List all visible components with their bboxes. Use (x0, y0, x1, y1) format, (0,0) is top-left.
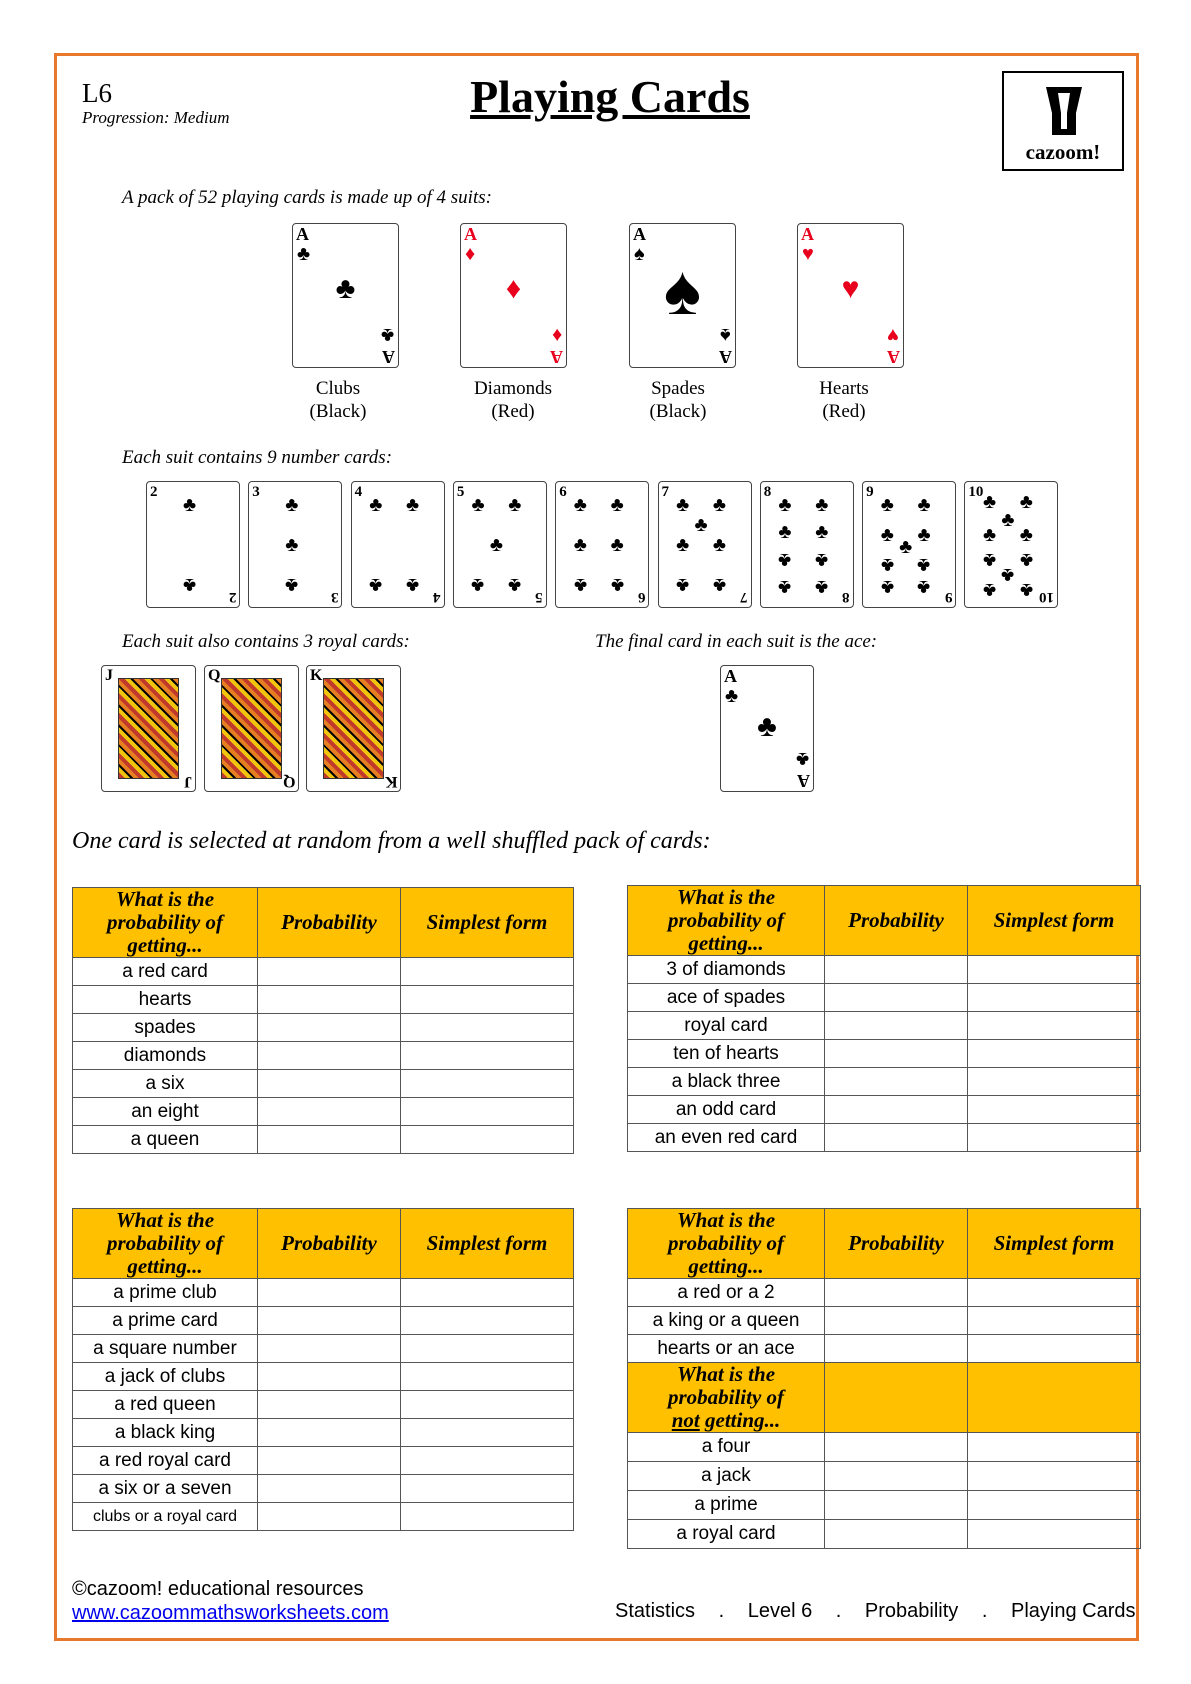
simplest-form-answer-cell[interactable] (968, 1307, 1141, 1335)
question-text: One card is selected at random from a well shuffled pack of cards: (72, 828, 711, 854)
header-probability: Probability (258, 888, 401, 958)
simplest-form-answer-cell[interactable] (968, 984, 1141, 1012)
table-row (628, 1040, 1141, 1068)
footer-tags (615, 1600, 1154, 1623)
row-label: an even red card (628, 1124, 825, 1152)
clubs-icon: ♣ (573, 493, 587, 516)
number-card-7 (658, 481, 752, 608)
clubs-icon: ♣ (917, 553, 931, 576)
clubs-icon: ♣ (489, 533, 504, 556)
row-label: a king or a queen (628, 1307, 825, 1335)
probability-answer-cell[interactable] (258, 1363, 401, 1391)
header-simplest-form: Simplest form (401, 888, 574, 958)
copyright-text: ©cazoom! educational resources (72, 1578, 364, 1600)
table-row (73, 1475, 574, 1503)
table-row (628, 1068, 1141, 1096)
table-row (628, 1096, 1141, 1124)
simplest-form-answer-cell[interactable] (401, 986, 574, 1014)
card-rank: 8 (842, 589, 850, 605)
ace-of-clubs-card (292, 223, 399, 368)
probability-answer-cell[interactable] (825, 1335, 968, 1363)
probability-answer-cell[interactable] (258, 1475, 401, 1503)
diamonds-icon: ♦ (551, 324, 562, 346)
header-not-getting: What is the probability of not getting... (628, 1363, 825, 1433)
table-row (628, 956, 1141, 984)
clubs-icon: ♣ (1019, 523, 1033, 546)
simplest-form-answer-cell[interactable] (401, 1070, 574, 1098)
clubs-icon: ♣ (508, 493, 522, 516)
number-card-9 (862, 481, 956, 608)
clubs-icon: ♣ (712, 533, 727, 556)
card-rank: 4 (354, 484, 363, 500)
royal-face-image (323, 678, 384, 779)
row-label: a six (73, 1070, 258, 1098)
card-rank: 3 (330, 589, 339, 605)
simplest-form-answer-cell[interactable] (401, 1307, 574, 1335)
clubs-icon: ♣ (1019, 548, 1033, 571)
table-row (628, 1307, 1141, 1335)
row-label: an eight (73, 1098, 258, 1126)
card-rank: A (724, 666, 737, 686)
clubs-icon: ♣ (297, 243, 311, 265)
clubs-icon: ♣ (899, 536, 913, 558)
clubs-icon: ♣ (369, 493, 383, 516)
row-label: a black king (73, 1419, 258, 1447)
clubs-icon: ♣ (917, 493, 931, 516)
probability-answer-cell[interactable] (258, 1126, 401, 1154)
number-card-4 (351, 481, 445, 608)
clubs-icon: ♣ (610, 573, 624, 596)
card-rank: 10 (968, 484, 984, 500)
card-rank: A (887, 347, 900, 367)
spades-icon: ♠ (634, 243, 645, 265)
clubs-icon: ♣ (712, 573, 727, 596)
clubs-icon: ♣ (778, 576, 792, 598)
probability-table-4 (627, 1208, 1141, 1549)
clubs-icon: ♣ (285, 493, 299, 516)
card-rank: A (797, 771, 810, 791)
row-label: a jack (628, 1462, 825, 1491)
simplest-form-answer-cell[interactable] (968, 1012, 1141, 1040)
card-rank: 6 (637, 589, 646, 605)
row-label: ace of spades (628, 984, 825, 1012)
table-row (628, 1124, 1141, 1152)
table-row (628, 1520, 1141, 1549)
simplest-form-answer-cell[interactable] (401, 1447, 574, 1475)
probability-answer-cell[interactable] (825, 1433, 968, 1462)
royal-face-image (221, 678, 282, 779)
clubs-icon: ♣ (508, 573, 522, 596)
table-row (628, 1433, 1141, 1462)
spades-icon: ♠ (663, 253, 702, 330)
row-label: diamonds (73, 1042, 258, 1070)
simplest-form-answer-cell[interactable] (401, 958, 574, 986)
footer-tag: Statistics (615, 1600, 696, 1622)
clubs-icon: ♣ (757, 710, 777, 743)
ace-of-spades-card (629, 223, 736, 368)
probability-answer-cell[interactable] (258, 1503, 401, 1531)
royal-cards-text: Each suit also contains 3 royal cards: (122, 631, 410, 652)
clubs-icon: ♣ (1001, 508, 1015, 531)
pack-intro-text: A pack of 52 playing cards is made up of 4 suits: (122, 187, 492, 208)
probability-answer-cell[interactable] (258, 1279, 401, 1307)
row-label: a red or a 2 (628, 1279, 825, 1307)
table-row (628, 1012, 1141, 1040)
king-card (306, 665, 401, 792)
clubs-icon: ♣ (694, 513, 708, 536)
row-label: hearts (73, 986, 258, 1014)
row-label: a jack of clubs (73, 1363, 258, 1391)
header-probability: Probability (258, 1209, 401, 1279)
clubs-icon: ♣ (880, 493, 894, 516)
probability-answer-cell[interactable] (258, 1042, 401, 1070)
diamonds-icon: ♦ (465, 243, 476, 265)
probability-answer-cell[interactable] (825, 1279, 968, 1307)
table-row (73, 1098, 574, 1126)
row-label: a four (628, 1433, 825, 1462)
card-rank: Q (282, 773, 295, 790)
hearts-icon: ♥ (841, 272, 860, 305)
simplest-form-answer-cell[interactable] (401, 1042, 574, 1070)
probability-answer-cell[interactable] (825, 956, 968, 984)
clubs-icon: ♣ (982, 523, 997, 546)
header-what: What is the probability of getting... (628, 886, 825, 956)
row-label: a prime club (73, 1279, 258, 1307)
simplest-form-answer-cell[interactable] (968, 1096, 1141, 1124)
card-rank: 8 (763, 484, 772, 500)
probability-answer-cell[interactable] (258, 1098, 401, 1126)
card-rank: 6 (559, 484, 567, 500)
clubs-icon: ♣ (471, 573, 485, 596)
simplest-form-answer-cell[interactable] (968, 956, 1141, 984)
simplest-form-answer-cell[interactable] (401, 1126, 574, 1154)
card-rank: 9 (866, 484, 874, 500)
cup-icon (1044, 85, 1084, 137)
table-row (73, 1391, 574, 1419)
suit-label-clubs: Clubs (Black) (309, 378, 367, 422)
clubs-icon: ♣ (712, 493, 727, 516)
simplest-form-answer-cell[interactable] (968, 1124, 1141, 1152)
card-rank: 5 (535, 589, 543, 605)
row-label: clubs or a royal card (73, 1503, 258, 1531)
suit-label-hearts: Hearts (Red) (819, 378, 869, 422)
card-rank: A (633, 224, 646, 244)
row-label: spades (73, 1014, 258, 1042)
clubs-icon: ♣ (405, 493, 420, 516)
clubs-icon: ♣ (285, 573, 299, 596)
page-title: Playing Cards (470, 71, 750, 122)
clubs-icon: ♣ (917, 576, 931, 598)
number-card-3 (248, 481, 342, 608)
simplest-form-answer-cell[interactable] (401, 1475, 574, 1503)
simplest-form-answer-cell[interactable] (968, 1335, 1141, 1363)
table-row (73, 1042, 574, 1070)
clubs-icon: ♣ (815, 493, 829, 516)
hearts-icon: ♥ (887, 324, 899, 346)
probability-answer-cell[interactable] (258, 986, 401, 1014)
probability-answer-cell[interactable] (825, 984, 968, 1012)
ace-of-hearts-card (797, 223, 904, 368)
footer-tag: Playing Cards (1010, 1600, 1136, 1622)
table-row (73, 1279, 574, 1307)
simplest-form-answer-cell[interactable] (968, 1279, 1141, 1307)
simplest-form-answer-cell[interactable] (401, 1098, 574, 1126)
card-rank: 9 (944, 589, 953, 605)
table-row (628, 1462, 1141, 1491)
hearts-icon: ♥ (802, 243, 814, 265)
clubs-icon: ♣ (982, 548, 997, 571)
simplest-form-answer-cell[interactable] (401, 1335, 574, 1363)
row-label: a red card (73, 958, 258, 986)
probability-answer-cell[interactable] (258, 1307, 401, 1335)
row-label: a black three (628, 1068, 825, 1096)
card-rank: 4 (433, 589, 441, 605)
table-row (73, 1014, 574, 1042)
clubs-icon: ♣ (778, 521, 792, 543)
simplest-form-answer-cell[interactable] (968, 1068, 1141, 1096)
number-card-8 (760, 481, 854, 608)
suit-label-diamonds: Diamonds (Red) (473, 378, 553, 422)
simplest-form-answer-cell[interactable] (401, 1503, 574, 1531)
header-probability: Probability (825, 886, 968, 956)
probability-table-3 (72, 1208, 574, 1531)
clubs-icon: ♣ (815, 521, 829, 543)
footer-separator: . (835, 1600, 842, 1622)
number-cards-text: Each suit contains 9 number cards: (122, 447, 393, 468)
card-rank: A (296, 224, 309, 244)
logo-text: cazoom! (1025, 140, 1101, 164)
simplest-form-answer-cell[interactable] (401, 1014, 574, 1042)
row-label: a six or a seven (73, 1475, 258, 1503)
clubs-icon: ♣ (778, 493, 792, 516)
card-rank: K (310, 667, 323, 684)
clubs-icon: ♣ (982, 578, 997, 601)
probability-answer-cell[interactable] (825, 1096, 968, 1124)
suit-label-spades: Spades (Black) (649, 378, 707, 422)
table-row (73, 1419, 574, 1447)
probability-answer-cell[interactable] (825, 1491, 968, 1520)
clubs-icon: ♣ (795, 748, 809, 770)
row-label: royal card (628, 1012, 825, 1040)
jack-card (101, 665, 196, 792)
card-rank: K (384, 773, 397, 790)
header-blank (825, 1363, 968, 1433)
number-card-5 (453, 481, 547, 608)
clubs-icon: ♣ (471, 493, 485, 516)
clubs-icon: ♣ (573, 533, 587, 556)
header-what: What is the probability of getting... (73, 1209, 258, 1279)
clubs-icon: ♣ (880, 553, 894, 576)
row-label: ten of hearts (628, 1040, 825, 1068)
clubs-icon: ♣ (369, 573, 383, 596)
row-label: a royal card (628, 1520, 825, 1549)
header-simplest-form: Simplest form (968, 1209, 1141, 1279)
card-rank: Q (208, 667, 221, 684)
card-rank: A (719, 347, 732, 367)
diamonds-icon: ♦ (505, 272, 522, 305)
progression-label: Progression: Medium (82, 108, 230, 127)
clubs-icon: ♣ (1019, 491, 1033, 513)
ace-of-diamonds-card (460, 223, 567, 368)
simplest-form-answer-cell[interactable] (401, 1363, 574, 1391)
card-rank: 5 (456, 484, 465, 500)
row-label: 3 of diamonds (628, 956, 825, 984)
row-label: a prime (628, 1491, 825, 1520)
clubs-icon: ♣ (917, 523, 931, 546)
simplest-form-answer-cell[interactable] (401, 1419, 574, 1447)
clubs-icon: ♣ (982, 491, 997, 513)
probability-table-1 (72, 887, 574, 1154)
clubs-icon: ♣ (676, 573, 690, 596)
row-label: a prime card (73, 1307, 258, 1335)
footer-separator: . (981, 1600, 988, 1622)
number-card-2 (146, 481, 240, 608)
clubs-icon: ♣ (1001, 563, 1015, 586)
probability-answer-cell[interactable] (258, 1070, 401, 1098)
row-label: a red royal card (73, 1447, 258, 1475)
clubs-icon: ♣ (380, 324, 394, 346)
probability-answer-cell[interactable] (258, 958, 401, 986)
card-rank: 7 (661, 484, 669, 500)
header-blank (968, 1363, 1141, 1433)
clubs-icon: ♣ (880, 523, 894, 546)
table-row (73, 986, 574, 1014)
clubs-icon: ♣ (815, 548, 829, 571)
header-simplest-form: Simplest form (968, 886, 1141, 956)
table-row (73, 1070, 574, 1098)
clubs-icon: ♣ (778, 548, 792, 571)
table-row (73, 1363, 574, 1391)
card-rank: A (550, 347, 563, 367)
card-rank: A (801, 224, 814, 244)
final-ace-card (720, 665, 814, 792)
probability-answer-cell[interactable] (258, 1014, 401, 1042)
card-rank: 7 (740, 589, 748, 605)
table-row (73, 1307, 574, 1335)
row-label: hearts or an ace (628, 1335, 825, 1363)
number-card-6 (555, 481, 649, 608)
card-rank: A (464, 224, 477, 244)
card-rank: A (382, 347, 395, 367)
header-probability: Probability (825, 1209, 968, 1279)
card-rank: 2 (228, 589, 236, 605)
ace-text: The final card in each suit is the ace: (595, 631, 878, 652)
clubs-icon: ♣ (676, 533, 690, 556)
row-label: a queen (73, 1126, 258, 1154)
probability-answer-cell[interactable] (825, 1462, 968, 1491)
footer-separator: . (718, 1600, 725, 1622)
card-rank: 2 (150, 484, 158, 500)
clubs-icon: ♣ (676, 493, 690, 516)
table-row (73, 1335, 574, 1363)
table-row (73, 958, 574, 986)
website-link[interactable]: www.cazoommathsworksheets.com (72, 1602, 389, 1624)
simplest-form-answer-cell[interactable] (968, 1433, 1141, 1462)
clubs-icon: ♣ (285, 533, 299, 556)
clubs-icon: ♣ (405, 573, 420, 596)
queen-card (204, 665, 299, 792)
simplest-form-answer-cell[interactable] (968, 1491, 1141, 1520)
table-row (73, 1126, 574, 1154)
table-row (628, 1335, 1141, 1363)
row-label: an odd card (628, 1096, 825, 1124)
probability-answer-cell[interactable] (825, 1124, 968, 1152)
clubs-icon: ♣ (880, 576, 894, 598)
simplest-form-answer-cell[interactable] (968, 1040, 1141, 1068)
simplest-form-answer-cell[interactable] (401, 1279, 574, 1307)
probability-answer-cell[interactable] (258, 1335, 401, 1363)
probability-answer-cell[interactable] (258, 1419, 401, 1447)
clubs-icon: ♣ (183, 493, 197, 516)
probability-answer-cell[interactable] (258, 1391, 401, 1419)
probability-answer-cell[interactable] (825, 1040, 968, 1068)
table-row (73, 1447, 574, 1475)
probability-answer-cell[interactable] (825, 1068, 968, 1096)
table-row (73, 1503, 574, 1531)
card-rank: 10 (1039, 589, 1055, 605)
clubs-icon: ♣ (1019, 578, 1033, 601)
probability-answer-cell[interactable] (825, 1012, 968, 1040)
card-rank: J (184, 773, 192, 790)
footer-tag: Level 6 (747, 1600, 813, 1622)
spades-icon: ♠ (720, 324, 731, 346)
simplest-form-answer-cell[interactable] (968, 1462, 1141, 1491)
clubs-icon: ♣ (725, 685, 739, 707)
clubs-icon: ♣ (183, 573, 197, 596)
footer-tag: Probability (864, 1600, 959, 1622)
header-what: What is the probability of getting... (73, 888, 258, 958)
clubs-icon: ♣ (335, 272, 356, 305)
clubs-icon: ♣ (610, 533, 624, 556)
card-rank: 3 (252, 484, 260, 500)
probability-answer-cell[interactable] (825, 1520, 968, 1549)
header-what: What is the probability of getting... (628, 1209, 825, 1279)
clubs-icon: ♣ (815, 576, 829, 598)
row-label: a square number (73, 1335, 258, 1363)
clubs-icon: ♣ (573, 573, 587, 596)
simplest-form-answer-cell[interactable] (401, 1391, 574, 1419)
cazoom-logo (1002, 71, 1124, 171)
level-label: L6 (82, 78, 112, 108)
royal-face-image (118, 678, 179, 779)
probability-answer-cell[interactable] (825, 1307, 968, 1335)
header-simplest-form: Simplest form (401, 1209, 574, 1279)
table-row (628, 1279, 1141, 1307)
number-card-10 (964, 481, 1058, 608)
probability-answer-cell[interactable] (258, 1447, 401, 1475)
table-row (628, 984, 1141, 1012)
simplest-form-answer-cell[interactable] (968, 1520, 1141, 1549)
row-label: a red queen (73, 1391, 258, 1419)
card-rank: J (105, 667, 113, 684)
probability-table-2 (627, 885, 1141, 1152)
table-row (628, 1491, 1141, 1520)
clubs-icon: ♣ (610, 493, 624, 516)
